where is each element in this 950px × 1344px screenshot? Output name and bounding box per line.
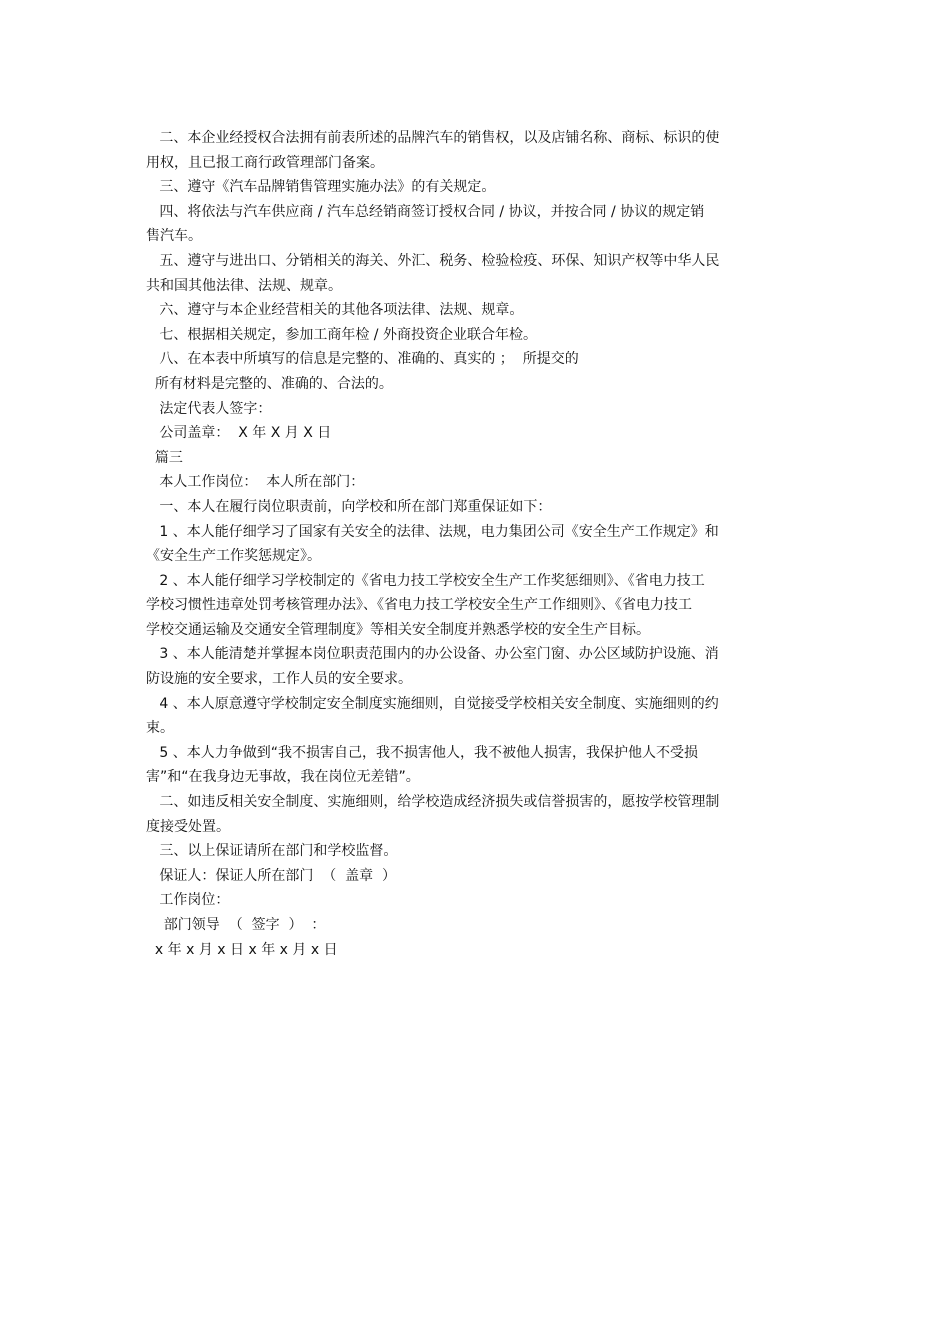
document-line: 五、遵守与进出口、分销相关的海关、外汇、税务、检验检疫、环保、知识产权等中华人民 <box>146 252 720 269</box>
document-line: 1 、本人能仔细学习了国家有关安全的法律、法规，电力集团公司《安全生产工作规定》和 <box>146 523 719 540</box>
document-line: 售汽车。 <box>146 228 202 245</box>
document-line: 本人工作岗位： 本人所在部门： <box>146 474 365 491</box>
document-line: 防设施的安全要求，工作人员的安全要求。 <box>146 671 412 688</box>
document-line: 一、本人在履行岗位职责前，向学校和所在部门郑重保证如下： <box>146 498 552 515</box>
document-line: 三、以上保证请所在部门和学校监督。 <box>146 843 398 860</box>
document-line: 三、遵守《汽车品牌销售管理实施办法》的有关规定。 <box>146 179 496 196</box>
document-line: 学校习惯性违章处罚考核管理办法》、《省电力技工学校安全生产工作细则》、《省电力技工 <box>146 597 692 614</box>
document-line: 2 、本人能仔细学习学校制定的《省电力技工学校安全生产工作奖惩细则》、《省电力技工 <box>146 572 705 589</box>
document-line: 工作岗位： <box>146 892 230 909</box>
document-line: 部门领导 （ 签字 ） ： <box>146 917 326 933</box>
document-line: 3 、本人能清楚并掌握本岗位职责范围内的办公设备、办公室门窗、办公区域防护设施、消 <box>146 646 719 663</box>
document-line: 《安全生产工作奖惩规定》。 <box>146 548 321 565</box>
document-line: 4 、本人原意遵守学校制定安全制度实施细则，自觉接受学校相关安全制度、实施细则的约 <box>146 695 719 712</box>
document-line: 公司盖章： X 年 X 月 X 日 <box>146 425 332 442</box>
document-line: 度接受处置。 <box>146 818 230 835</box>
document-line: 七、根据相关规定，参加工商年检 / 外商投资企业联合年检。 <box>146 326 537 343</box>
document-line: 所有材料是完整的、准确的、合法的。 <box>146 375 393 392</box>
document-line: 束。 <box>146 720 174 737</box>
document-line: 四、将依法与汽车供应商 / 汽车总经销商签订授权合同 / 协议，并按合同 / 协议的规定销 <box>146 203 705 220</box>
document-line: 害”和“在我身边无事故，我在岗位无差错”。 <box>146 769 420 786</box>
document-body <box>146 126 810 962</box>
document-line: 共和国其他法律、法规、规章。 <box>146 277 342 294</box>
document-line: 六、遵守与本企业经营相关的其他各项法律、法规、规章。 <box>146 302 524 319</box>
document-line: x 年 x 月 x 日 x 年 x 月 x 日 <box>146 941 338 958</box>
document-line: 二、如违反相关安全制度、实施细则，给学校造成经济损失或信誉损害的，愿按学校管理制 <box>146 794 720 811</box>
document-line: 5 、本人力争做到“我不损害自己，我不损害他人，我不被他人损害，我保护他人不受损 <box>146 744 698 761</box>
document-line: 用权，且已报工商行政管理部门备案。 <box>146 154 384 171</box>
document-line: 八、在本表中所填写的信息是完整的、准确的、真实的 ； 所提交的 <box>146 351 579 368</box>
document-line: 二、本企业经授权合法拥有前表所述的品牌汽车的销售权，以及店铺名称、商标、标识的使 <box>146 130 720 146</box>
document-line: 法定代表人签字： <box>146 400 272 417</box>
document-line: 篇三 <box>146 449 183 466</box>
document-line: 学校交通运输及交通安全管理制度》等相关安全制度并熟悉学校的安全生产目标。 <box>146 621 650 638</box>
document-line: 保证人：保证人所在部门 （ 盖章 ） <box>146 867 397 884</box>
